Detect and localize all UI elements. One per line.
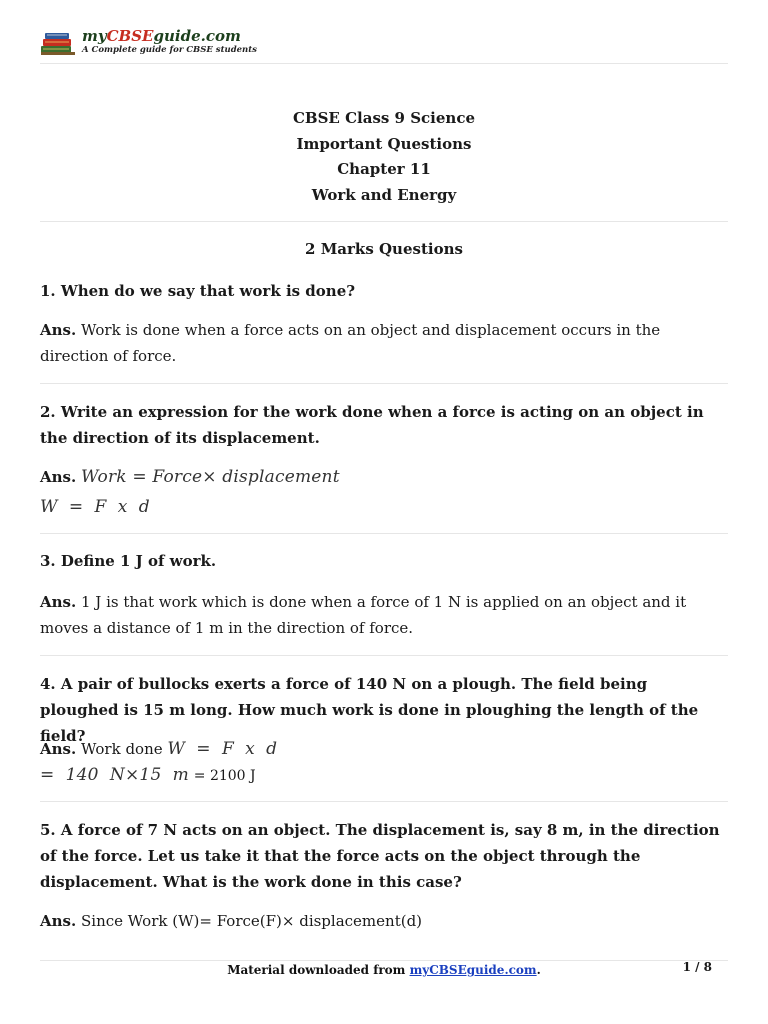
footer-link[interactable]: myCBSEguide.com [409, 963, 537, 977]
title-line-chapter: Chapter 11 [337, 160, 431, 178]
document-title [0, 106, 768, 208]
answer-prefix: Work done [81, 740, 163, 758]
formula-calculation: = 140 N×15 m [40, 765, 189, 785]
question-4: 4. A pair of bullocks exerts a force of 140 N on a plough. The field being ploughed is 15 m long. How much work is done in ploughing the length of the field? [40, 675, 699, 745]
title-line-topic: Work and Energy [311, 185, 457, 204]
logo-tagline: A Complete guide for CBSE students [82, 45, 257, 55]
header-divider [40, 63, 728, 64]
page-number: 1 / 8 [682, 960, 712, 974]
question-divider [40, 655, 728, 656]
answer-text: Work is done when a force acts on an object and displacement occurs in the direction of force. [40, 321, 661, 365]
answer-label: Ans. [40, 740, 77, 758]
footer-divider [40, 960, 728, 961]
answer-label: Ans. [40, 321, 77, 339]
footer-text: Material downloaded from [227, 963, 410, 977]
answer-text: 1 J is that work which is done when a force of 1 N is applied on an object and it moves a distance of 1 m in the direction of force. [40, 593, 687, 637]
answer-4 [40, 736, 730, 762]
title-line-important: Important Questions [296, 134, 472, 153]
answer-5 [40, 908, 730, 934]
answer-label: Ans. [40, 593, 77, 611]
formula-work: Work = Force× displacement [81, 467, 340, 487]
question-3: 3. Define 1 J of work. [40, 552, 217, 570]
answer-1 [40, 317, 730, 369]
question-2: 2. Write an expression for the work done when a force is acting on an object in the direction of its displacement. [40, 403, 704, 447]
answer-3 [40, 589, 730, 641]
question-divider [40, 383, 728, 384]
formula-w-equals-fd: W = F x d [167, 739, 278, 759]
footer-suffix: . [536, 963, 541, 977]
answer-label: Ans. [40, 468, 77, 486]
site-logo[interactable] [40, 26, 270, 58]
question-divider [40, 533, 728, 534]
answer-2-formula [40, 494, 730, 520]
footer [0, 963, 768, 977]
title-line-class: CBSE Class 9 Science [292, 109, 476, 127]
answer-text: Since Work (W)= Force(F)× displacement(d) [81, 912, 423, 930]
answer-result: = 2100 J [193, 768, 256, 784]
answer-4-calculation [40, 762, 730, 789]
title-divider [40, 221, 728, 222]
formula-w-equals-fd: W = F x d [40, 497, 150, 517]
books-icon [40, 30, 76, 56]
question-1: 1. When do we say that work is done? [40, 282, 356, 300]
section-heading: 2 Marks Questions [305, 240, 463, 258]
question-divider [40, 801, 728, 802]
answer-2 [40, 464, 730, 490]
answer-label: Ans. [40, 912, 77, 930]
question-5: 5. A force of 7 N acts on an object. The displacement is, say 8 m, in the direction of the force. Let us take it that the force acts on the object through the displacement. What is the work done in this case? [40, 821, 720, 891]
logo-name: myCBSEguide.com [82, 27, 241, 45]
